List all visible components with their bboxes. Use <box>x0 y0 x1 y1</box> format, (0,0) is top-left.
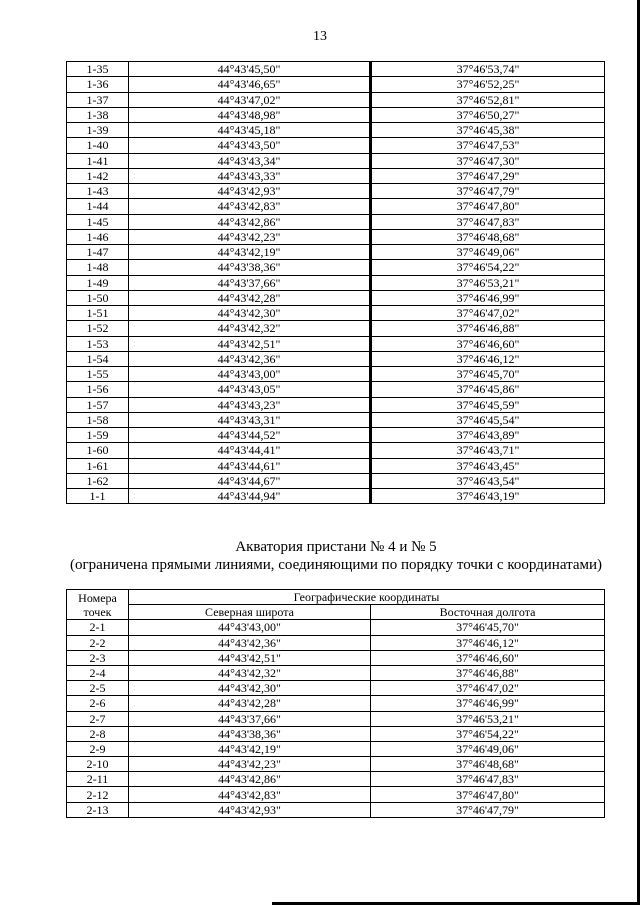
point-number-cell: 1-62 <box>67 473 129 488</box>
latitude-cell: 44°43'44,94" <box>129 489 371 504</box>
point-number-cell: 2-6 <box>67 696 129 711</box>
point-number-cell: 1-41 <box>67 153 129 168</box>
point-number-cell: 1-48 <box>67 260 129 275</box>
longitude-cell: 37°46'46,99" <box>371 696 605 711</box>
section-title: Акватория пристани № 4 и № 5 <box>235 539 437 555</box>
longitude-cell: 37°46'43,45" <box>371 458 605 473</box>
longitude-cell: 37°46'47,02" <box>371 681 605 696</box>
latitude-cell: 44°43'45,18" <box>129 123 371 138</box>
table-row <box>67 428 605 443</box>
table-row <box>67 214 605 229</box>
longitude-cell: 37°46'52,25" <box>371 77 605 92</box>
point-number-cell: 1-53 <box>67 336 129 351</box>
table-row <box>67 184 605 199</box>
latitude-cell: 44°43'42,83" <box>129 787 371 802</box>
longitude-cell: 37°46'47,83" <box>371 214 605 229</box>
table-row <box>67 62 605 77</box>
point-number-cell: 1-60 <box>67 443 129 458</box>
point-number-cell: 2-7 <box>67 711 129 726</box>
table-row <box>67 802 605 817</box>
longitude-cell: 37°46'49,06" <box>371 245 605 260</box>
longitude-cell: 37°46'54,22" <box>371 726 605 741</box>
table-row <box>67 787 605 802</box>
latitude-cell: 44°43'43,00" <box>129 367 371 382</box>
table-row <box>67 367 605 382</box>
coordinates-table-1 <box>66 61 605 504</box>
table-row <box>67 635 605 650</box>
table-row <box>67 696 605 711</box>
table-row <box>67 107 605 122</box>
latitude-cell: 44°43'43,34" <box>129 153 371 168</box>
longitude-cell: 37°46'46,88" <box>371 321 605 336</box>
point-number-cell: 2-4 <box>67 665 129 680</box>
longitude-cell: 37°46'43,19" <box>371 489 605 504</box>
point-number-cell: 2-12 <box>67 787 129 802</box>
table-row <box>67 665 605 680</box>
point-number-cell: 2-9 <box>67 741 129 756</box>
point-number-cell: 2-1 <box>67 620 129 635</box>
latitude-cell: 44°43'42,28" <box>129 290 371 305</box>
longitude-cell: 37°46'45,86" <box>371 382 605 397</box>
latitude-cell: 44°43'42,30" <box>129 306 371 321</box>
latitude-cell: 44°43'46,65" <box>129 77 371 92</box>
table-row <box>67 741 605 756</box>
table-row <box>67 77 605 92</box>
point-number-cell: 2-5 <box>67 681 129 696</box>
latitude-cell: 44°43'45,50" <box>129 62 371 77</box>
longitude-cell: 37°46'49,06" <box>371 741 605 756</box>
point-number-cell: 1-52 <box>67 321 129 336</box>
point-number-cell: 2-2 <box>67 635 129 650</box>
latitude-cell: 44°43'42,36" <box>129 635 371 650</box>
latitude-cell: 44°43'42,28" <box>129 696 371 711</box>
point-number-cell: 2-3 <box>67 650 129 665</box>
point-number-cell: 1-55 <box>67 367 129 382</box>
point-number-cell: 1-35 <box>67 62 129 77</box>
longitude-cell: 37°46'45,70" <box>371 620 605 635</box>
latitude-cell: 44°43'42,30" <box>129 681 371 696</box>
point-number-cell: 1-38 <box>67 107 129 122</box>
point-number-cell: 1-58 <box>67 412 129 427</box>
section-subtitle: (ограничена прямыми линиями, соединяющими по порядку точки с координатами) <box>69 557 603 573</box>
longitude-cell: 37°46'47,80" <box>371 199 605 214</box>
latitude-cell: 44°43'43,00" <box>129 620 371 635</box>
latitude-cell: 44°43'43,50" <box>129 138 371 153</box>
longitude-cell: 37°46'47,79" <box>371 184 605 199</box>
latitude-cell: 44°43'37,66" <box>129 275 371 290</box>
table-row <box>67 260 605 275</box>
point-number-cell: 2-13 <box>67 802 129 817</box>
latitude-cell: 44°43'44,61" <box>129 458 371 473</box>
table-row <box>67 412 605 427</box>
table-row <box>67 153 605 168</box>
table-row <box>67 726 605 741</box>
longitude-cell: 37°46'46,12" <box>371 635 605 650</box>
longitude-cell: 37°46'47,83" <box>371 772 605 787</box>
latitude-cell: 44°43'42,51" <box>129 650 371 665</box>
longitude-cell: 37°46'50,27" <box>371 107 605 122</box>
latitude-cell: 44°43'43,31" <box>129 412 371 427</box>
header-point-number: Номера точек <box>67 590 129 620</box>
longitude-cell: 37°46'46,99" <box>371 290 605 305</box>
latitude-cell: 44°43'43,23" <box>129 397 371 412</box>
table-row <box>67 245 605 260</box>
point-number-cell: 1-57 <box>67 397 129 412</box>
table-row <box>67 306 605 321</box>
longitude-cell: 37°46'47,80" <box>371 787 605 802</box>
latitude-cell: 44°43'42,51" <box>129 336 371 351</box>
table-row <box>67 382 605 397</box>
table-row <box>67 650 605 665</box>
latitude-cell: 44°43'43,33" <box>129 168 371 183</box>
table-row <box>67 92 605 107</box>
table-row <box>67 138 605 153</box>
point-number-cell: 1-56 <box>67 382 129 397</box>
table-row <box>67 681 605 696</box>
latitude-cell: 44°43'42,23" <box>129 229 371 244</box>
longitude-cell: 37°46'48,68" <box>371 229 605 244</box>
latitude-cell: 44°43'42,93" <box>129 802 371 817</box>
point-number-cell: 1-47 <box>67 245 129 260</box>
point-number-cell: 1-40 <box>67 138 129 153</box>
header-longitude: Восточная долгота <box>371 605 605 620</box>
point-number-cell: 1-46 <box>67 229 129 244</box>
latitude-cell: 44°43'47,02" <box>129 92 371 107</box>
table-row <box>67 321 605 336</box>
table-row <box>67 397 605 412</box>
point-number-cell: 1-42 <box>67 168 129 183</box>
longitude-cell: 37°46'54,22" <box>371 260 605 275</box>
longitude-cell: 37°46'52,81" <box>371 92 605 107</box>
point-number-cell: 1-1 <box>67 489 129 504</box>
coordinates-table-2 <box>66 589 605 818</box>
longitude-cell: 37°46'53,21" <box>371 711 605 726</box>
latitude-cell: 44°43'44,52" <box>129 428 371 443</box>
point-number-cell: 1-61 <box>67 458 129 473</box>
latitude-cell: 44°43'43,05" <box>129 382 371 397</box>
latitude-cell: 44°43'42,86" <box>129 772 371 787</box>
longitude-cell: 37°46'47,30" <box>371 153 605 168</box>
latitude-cell: 44°43'42,23" <box>129 757 371 772</box>
header-geo-coordinates: Географические координаты <box>129 590 605 605</box>
table-row <box>67 290 605 305</box>
table-row <box>67 620 605 635</box>
table-row <box>67 123 605 138</box>
point-number-cell: 1-50 <box>67 290 129 305</box>
latitude-cell: 44°43'37,66" <box>129 711 371 726</box>
point-number-cell: 2-11 <box>67 772 129 787</box>
longitude-cell: 37°46'47,79" <box>371 802 605 817</box>
page-number: 13 <box>313 29 327 44</box>
point-number-cell: 1-59 <box>67 428 129 443</box>
longitude-cell: 37°46'45,70" <box>371 367 605 382</box>
longitude-cell: 37°46'46,88" <box>371 665 605 680</box>
longitude-cell: 37°46'46,60" <box>371 336 605 351</box>
latitude-cell: 44°43'42,32" <box>129 321 371 336</box>
longitude-cell: 37°46'53,74" <box>371 62 605 77</box>
table-row <box>67 229 605 244</box>
longitude-cell: 37°46'45,54" <box>371 412 605 427</box>
longitude-cell: 37°46'47,29" <box>371 168 605 183</box>
longitude-cell: 37°46'45,38" <box>371 123 605 138</box>
table-row <box>67 473 605 488</box>
point-number-cell: 1-49 <box>67 275 129 290</box>
point-number-cell: 2-8 <box>67 726 129 741</box>
latitude-cell: 44°43'42,86" <box>129 214 371 229</box>
latitude-cell: 44°43'38,36" <box>129 260 371 275</box>
latitude-cell: 44°43'42,19" <box>129 245 371 260</box>
point-number-cell: 1-44 <box>67 199 129 214</box>
latitude-cell: 44°43'44,41" <box>129 443 371 458</box>
point-number-cell: 1-43 <box>67 184 129 199</box>
table-row <box>67 199 605 214</box>
table-row <box>67 711 605 726</box>
longitude-cell: 37°46'47,02" <box>371 306 605 321</box>
latitude-cell: 44°43'42,32" <box>129 665 371 680</box>
longitude-cell: 37°46'46,60" <box>371 650 605 665</box>
latitude-cell: 44°43'42,83" <box>129 199 371 214</box>
latitude-cell: 44°43'38,36" <box>129 726 371 741</box>
latitude-cell: 44°43'48,98" <box>129 107 371 122</box>
header-latitude: Северная широта <box>129 605 371 620</box>
point-number-cell: 1-45 <box>67 214 129 229</box>
longitude-cell: 37°46'47,53" <box>371 138 605 153</box>
longitude-cell: 37°46'48,68" <box>371 757 605 772</box>
table-row <box>67 458 605 473</box>
latitude-cell: 44°43'42,93" <box>129 184 371 199</box>
table-row <box>67 168 605 183</box>
longitude-cell: 37°46'46,12" <box>371 351 605 366</box>
table-row <box>67 443 605 458</box>
point-number-cell: 1-37 <box>67 92 129 107</box>
latitude-cell: 44°43'42,36" <box>129 351 371 366</box>
longitude-cell: 37°46'43,71" <box>371 443 605 458</box>
latitude-cell: 44°43'44,67" <box>129 473 371 488</box>
point-number-cell: 1-54 <box>67 351 129 366</box>
longitude-cell: 37°46'43,54" <box>371 473 605 488</box>
point-number-cell: 1-36 <box>67 77 129 92</box>
table-row <box>67 772 605 787</box>
longitude-cell: 37°46'53,21" <box>371 275 605 290</box>
table-row <box>67 351 605 366</box>
table-row <box>67 336 605 351</box>
latitude-cell: 44°43'42,19" <box>129 741 371 756</box>
table-row <box>67 757 605 772</box>
point-number-cell: 1-51 <box>67 306 129 321</box>
point-number-cell: 2-10 <box>67 757 129 772</box>
point-number-cell: 1-39 <box>67 123 129 138</box>
longitude-cell: 37°46'43,89" <box>371 428 605 443</box>
table-row <box>67 489 605 504</box>
table-row <box>67 275 605 290</box>
longitude-cell: 37°46'45,59" <box>371 397 605 412</box>
